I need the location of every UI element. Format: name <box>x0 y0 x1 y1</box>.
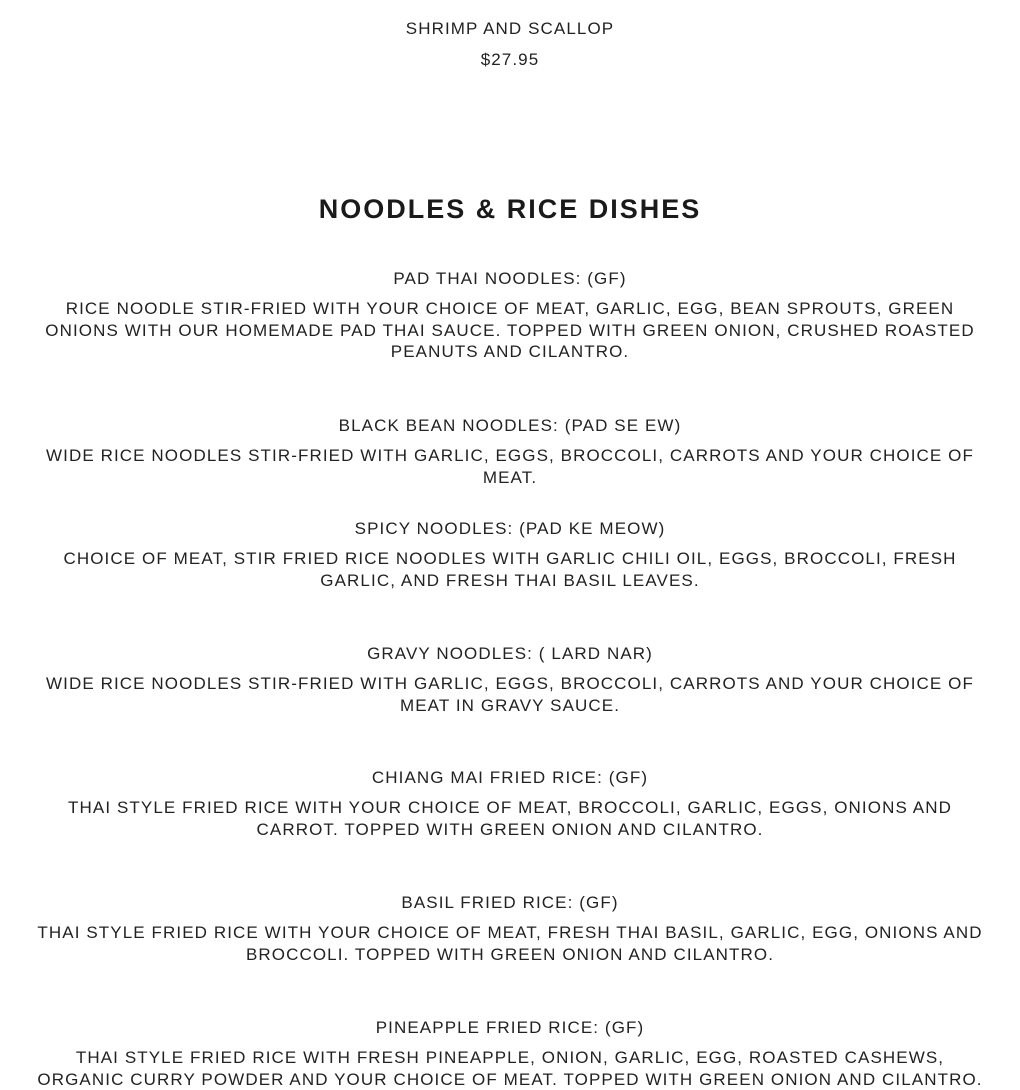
menu-item-description: CHOICE OF MEAT, STIR FRIED RICE NOODLES WITH GARLIC CHILI OIL, EGGS, BROCCOLI, FRESH GARLIC, AND FRESH THAI BASIL LEAVES. <box>63 549 957 590</box>
menu-item-description: THAI STYLE FRIED RICE WITH YOUR CHOICE OF MEAT, BROCCOLI, GARLIC, EGGS, ONIONS AND CARROT. TOPPED WITH GREEN ONION AND CILANTRO. <box>68 798 952 839</box>
menu-item-description: WIDE RICE NOODLES STIR-FRIED WITH GARLIC, EGGS, BROCCOLI, CARROTS AND YOUR CHOICE OF MEAT IN GRAVY SAUCE. <box>45 674 974 715</box>
menu-item-description: THAI STYLE FRIED RICE WITH YOUR CHOICE OF MEAT, FRESH THAI BASIL, GARLIC, EGG, ONIONS AND BROCCOLI. TOPPED WITH GREEN ONION AND CILANTRO. <box>37 923 983 964</box>
menu-item-name: PAD THAI NOODLES: (GF) <box>393 269 627 288</box>
menu-item-description: THAI STYLE FRIED RICE WITH FRESH PINEAPPLE, ONION, GARLIC, EGG, ROASTED CASHEWS, ORGANIC CURRY POWDER AND YOUR CHOICE OF MEAT. TOPPED WITH GREEN ONION AND CILANTRO. <box>37 1048 983 1089</box>
menu-item-pad-thai <box>30 268 990 363</box>
menu-item-description: WIDE RICE NOODLES STIR-FRIED WITH GARLIC, EGGS, BROCCOLI, CARROTS AND YOUR CHOICE OF MEAT. <box>45 446 974 487</box>
menu-item-price: $27.95 <box>480 50 540 69</box>
menu-item-name: CHIANG MAI FRIED RICE: (GF) <box>371 768 649 787</box>
menu-item-pineapple-fried-rice <box>30 1017 990 1090</box>
menu-item-chiang-mai-fried-rice <box>30 767 990 840</box>
section-title: NOODLES & RICE DISHES <box>318 194 702 224</box>
menu-item-shrimp-and-scallop <box>0 18 1020 71</box>
menu-item-name: GRAVY NOODLES: ( LARD NAR) <box>367 644 653 663</box>
menu-item-description: RICE NOODLE STIR-FRIED WITH YOUR CHOICE OF MEAT, GARLIC, EGG, BEAN SPROUTS, GREEN ONIONS WITH OUR HOMEMADE PAD THAI SAUCE. TOPPED WITH GREEN ONION, CRUSHED ROASTED PEANUTS AND CILANTRO. <box>45 299 975 361</box>
menu-item-name: SPICY NOODLES: (PAD KE MEOW) <box>354 519 666 538</box>
menu-item-black-bean-noodles <box>30 415 990 488</box>
menu-item-name: BASIL FRIED RICE: (GF) <box>401 893 619 912</box>
menu-item-name: BLACK BEAN NOODLES: (PAD SE EW) <box>338 416 682 435</box>
menu-item-spicy-noodles <box>30 518 990 591</box>
menu-item-basil-fried-rice <box>30 892 990 965</box>
menu-item-gravy-noodles <box>30 643 990 716</box>
menu-item-name: PINEAPPLE FRIED RICE: (GF) <box>375 1018 645 1037</box>
menu-item-name: SHRIMP AND SCALLOP <box>405 19 615 38</box>
